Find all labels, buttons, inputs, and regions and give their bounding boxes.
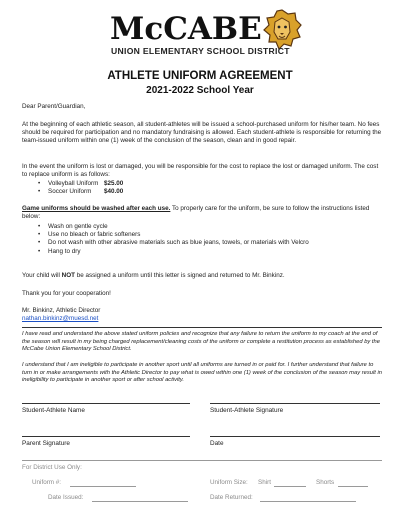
date-line[interactable]: [210, 436, 380, 437]
district-logo-text: McCABE: [110, 11, 262, 47]
paragraph-return: Your child will NOT be assigned a uniform until this letter is signed and returned to Mr. Binkinz.: [22, 272, 285, 279]
cost-item: • Soccer Uniform $40.00: [38, 188, 378, 196]
list-item: • Hang to dry: [38, 248, 378, 256]
parent-signature-line[interactable]: [22, 436, 190, 437]
list-item: • Wash on gentle cycle: [38, 223, 378, 231]
shorts-label: Shorts: [316, 479, 335, 486]
cost-list: [38, 180, 378, 196]
thanks-line: Thank you for your cooperation!: [22, 290, 111, 297]
shirt-label: Shirt: [258, 479, 271, 486]
list-item: • Use no bleach or fabric softeners: [38, 231, 378, 239]
student-name-line[interactable]: [22, 403, 190, 404]
signoff-email[interactable]: nathan.binkinz@muesd.net: [22, 315, 99, 322]
district-name: UNION ELEMENTARY SCHOOL DISTRICT: [111, 46, 290, 56]
greeting: Dear Parent/Guardian,: [22, 103, 86, 110]
signoff-name: Mr. Binkinz, Athletic Director: [22, 307, 101, 314]
student-signature-label: Student-Athlete Signature: [210, 407, 284, 414]
uniform-number-field[interactable]: [70, 486, 136, 487]
document-title: ATHLETE UNIFORM AGREEMENT: [107, 70, 293, 82]
acknowledgement-2: I understand that I am ineligible to participate in another sport until all uniforms are turned in or paid for. I further understand that failure to turn in or make arrangements with the Athletic Director to pay what is owed within one (1) week of the conclusion of the season may result in ineligibility to participate in another sport or after school activity.: [22, 362, 383, 384]
date-returned-field[interactable]: [260, 501, 356, 502]
shorts-size-field[interactable]: [338, 486, 368, 487]
date-issued-field[interactable]: [92, 501, 188, 502]
student-name-label: Student-Athlete Name: [22, 407, 85, 414]
care-list: [38, 223, 378, 256]
list-item: • Do not wash with other abrasive materials such as blue jeans, towels, or materials with Velcro: [38, 239, 378, 247]
parent-signature-label: Parent Signature: [22, 440, 70, 447]
district-divider: [22, 460, 382, 461]
uniform-number-label: Uniform #:: [32, 479, 62, 486]
divider: [22, 327, 382, 328]
date-label: Date: [210, 440, 224, 447]
cost-item: • Volleyball Uniform $25.00: [38, 180, 378, 188]
district-use-label: For District Use Only:: [22, 464, 82, 471]
acknowledgement-1: I have read and understand the above stated uniform policies and recognize that any failure to return the uniform to my coach at the end of the season will result in my being charged replacement/cleaning costs of the uniform or complete a restitution process as established by the McCabe Union Elementary School District.: [22, 331, 380, 353]
student-signature-line[interactable]: [210, 403, 380, 404]
uniform-size-label: Uniform Size:: [210, 479, 248, 486]
shirt-size-field[interactable]: [274, 486, 306, 487]
paragraph-replacement: In the event the uniform is lost or damaged, you will be responsible for the cost to replace the lost or damaged uniform. The cost to replace uniform is as follows:: [22, 163, 379, 179]
date-issued-label: Date Issued:: [48, 494, 84, 501]
date-returned-label: Date Returned:: [210, 494, 253, 501]
letterhead: [0, 8, 400, 60]
paragraph-issue: At the beginning of each athletic season, all student-athletes will be issued a school-purchased uniform for his/her team. No fees should be required for participation and no mandatory fundraising is allowed. Each student-athlete is responsible for returning the team-issued uniform within one (1) week of the conclusion of the season, clean and in good repair.: [22, 121, 382, 145]
care-emphasis: Game uniforms should be washed after each use.: [22, 205, 171, 212]
paragraph-care: Game uniforms should be washed after each use. To properly care for the uniform, be sure to follow the instructions listed below:: [22, 205, 370, 221]
school-year: 2021-2022 School Year: [146, 85, 254, 96]
